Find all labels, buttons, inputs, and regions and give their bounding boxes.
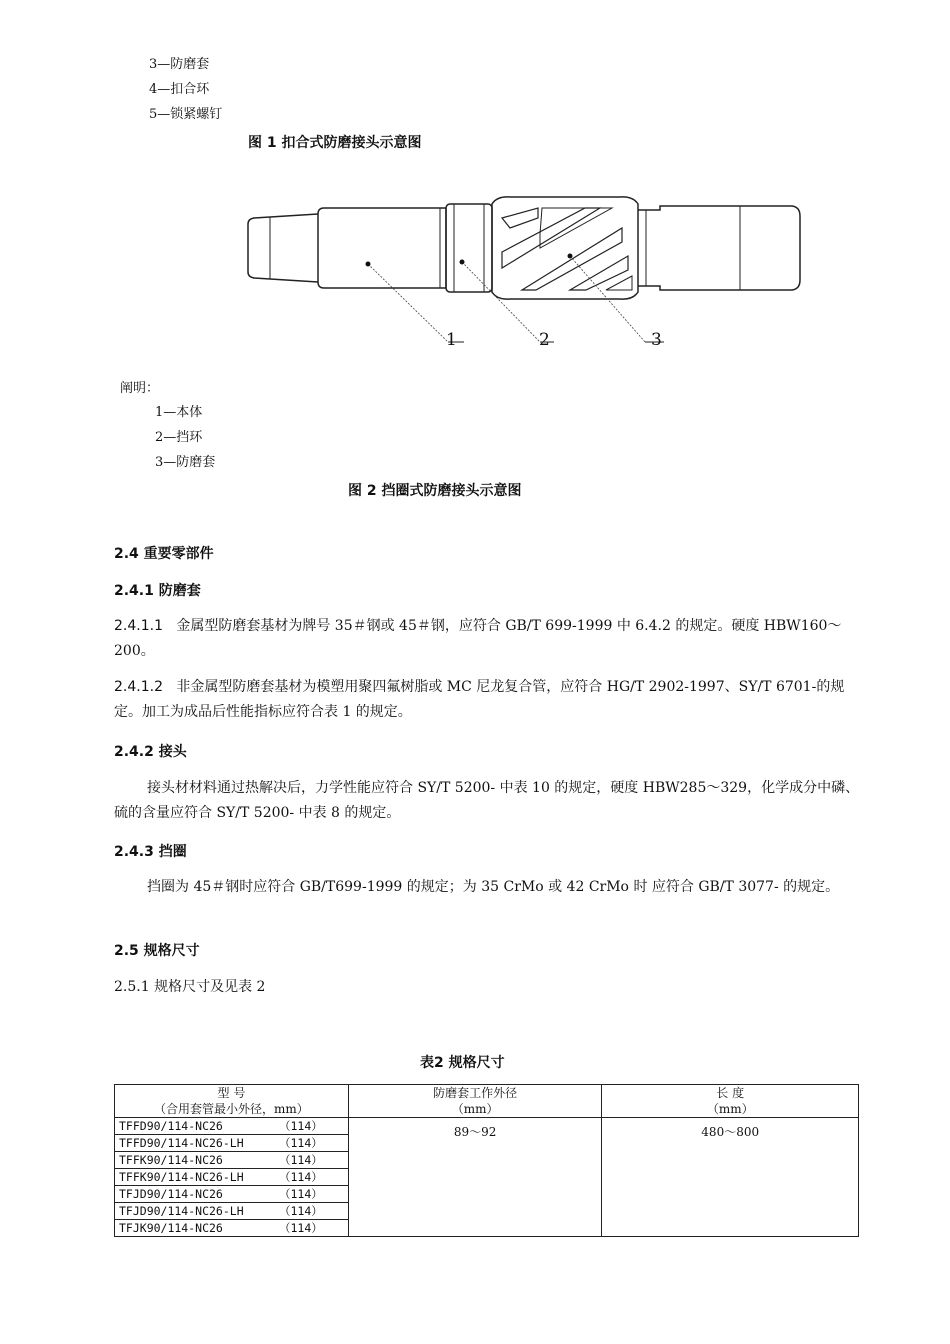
fig2-callout-3: 3 bbox=[651, 330, 662, 350]
fig2-legend-item: 2—挡环 bbox=[155, 430, 203, 445]
section-2-4-2-heading: 2.4.2 接头 bbox=[114, 744, 187, 760]
fig2-legend bbox=[155, 405, 215, 480]
fig2-legend-item: 1—本体 bbox=[155, 405, 203, 420]
model-cell: TFJK90/114-NC26 （114） bbox=[115, 1220, 349, 1237]
model-cell: TFFK90/114-NC26 （114） bbox=[115, 1152, 349, 1169]
para-2-4-3: 挡圈为 45＃钢时应符合 GB/T699-1999 的规定；为 35 CrMo 或 42 CrMo 时 应符合 GB/T 3077- 的规定。 bbox=[147, 879, 840, 895]
body-left-outline bbox=[318, 208, 446, 288]
length-cell: 480～800 bbox=[602, 1118, 859, 1237]
fig2-legend-item: 3—防磨套 bbox=[155, 455, 216, 470]
model-cell: TFFK90/114-NC26-LH （114） bbox=[115, 1169, 349, 1186]
spiral-rib bbox=[540, 208, 612, 248]
header-working-od: 防磨套工作外径 （mm） bbox=[348, 1085, 602, 1118]
para-text: 非金属型防磨套基材为模塑用聚四氟树脂或 MC 尼龙复合管，应符合 HG/T 2902-1997、SY/T 6701-的规定。加工为成品后性能指标应符合表 1 的规定。 bbox=[114, 679, 845, 720]
section-2-4-3-heading: 2.4.3 挡圈 bbox=[114, 844, 187, 860]
fig2-drawing bbox=[240, 190, 810, 360]
spiral-rib bbox=[502, 208, 538, 228]
section-2-4-heading: 2.4 重要零部件 bbox=[114, 546, 214, 562]
body-right-outline bbox=[638, 206, 800, 290]
pin-taper-outline bbox=[248, 214, 318, 282]
model-cell: TFFD90/114-NC26-LH （114） bbox=[115, 1135, 349, 1152]
fig2-callout-1: 1 bbox=[446, 330, 457, 350]
spiral-rib bbox=[522, 228, 622, 290]
fig2-callout-2: 2 bbox=[539, 330, 550, 350]
para-2-4-2: 接头材材料通过热解决后，力学性能应符合 SY/T 5200- 中表 10 的规定，硬度 HBW285～329，化学成分中磷、硫的含量应符合 SY/T 5200- 中表 8 的规定。 bbox=[114, 780, 860, 821]
working-od-cell: 89～92 bbox=[348, 1118, 602, 1237]
spiral-rib bbox=[502, 208, 600, 268]
callout-dot bbox=[568, 254, 573, 259]
fig2-caption: 图 2 挡圈式防磨接头示意图 bbox=[348, 483, 522, 499]
section-2-5-heading: 2.5 规格尺寸 bbox=[114, 943, 200, 959]
callout-dot bbox=[460, 260, 465, 265]
para-2-4-1-1 bbox=[114, 614, 860, 664]
table2-title: 表2 规格尺寸 bbox=[420, 1055, 505, 1071]
header-model: 型 号 （合用套管最小外径，mm） bbox=[115, 1085, 349, 1118]
para-2-4-1-2 bbox=[114, 675, 860, 725]
para-number: 2.4.1.1 bbox=[114, 618, 163, 634]
stop-ring-outline bbox=[446, 204, 492, 292]
para-number: 2.4.1.2 bbox=[114, 679, 163, 695]
spiral-rib bbox=[570, 256, 628, 290]
spec-table bbox=[114, 1084, 859, 1237]
fig1-legend-item: 3—防磨套 bbox=[149, 57, 210, 72]
table-row bbox=[115, 1118, 859, 1135]
model-cell: TFJD90/114-NC26 （114） bbox=[115, 1186, 349, 1203]
fig1-legend-item: 4—扣合环 bbox=[149, 82, 210, 97]
section-2-5-1-heading: 2.5.1 规格尺寸及见表 2 bbox=[114, 979, 266, 995]
fig1-legend-item: 5—锁紧螺钉 bbox=[149, 107, 223, 122]
model-cell: TFFD90/114-NC26 （114） bbox=[115, 1118, 349, 1135]
wear-sleeve-outline bbox=[492, 197, 638, 299]
fig1-legend bbox=[149, 57, 222, 132]
callout-dot bbox=[366, 262, 371, 267]
table-header-row bbox=[115, 1085, 859, 1118]
header-length: 长 度 （mm） bbox=[602, 1085, 859, 1118]
model-cell: TFJD90/114-NC26-LH （114） bbox=[115, 1203, 349, 1220]
section-2-4-1-heading: 2.4.1 防磨套 bbox=[114, 583, 201, 599]
fig2-legend-title: 阐明： bbox=[120, 381, 160, 396]
para-text: 金属型防磨套基材为牌号 35＃钢或 45＃钢，应符合 GB/T 699-1999 中 6.4.2 的规定。硬度 HBW160～200。 bbox=[114, 618, 842, 659]
fig1-caption: 图 1 扣合式防磨接头示意图 bbox=[248, 135, 422, 151]
